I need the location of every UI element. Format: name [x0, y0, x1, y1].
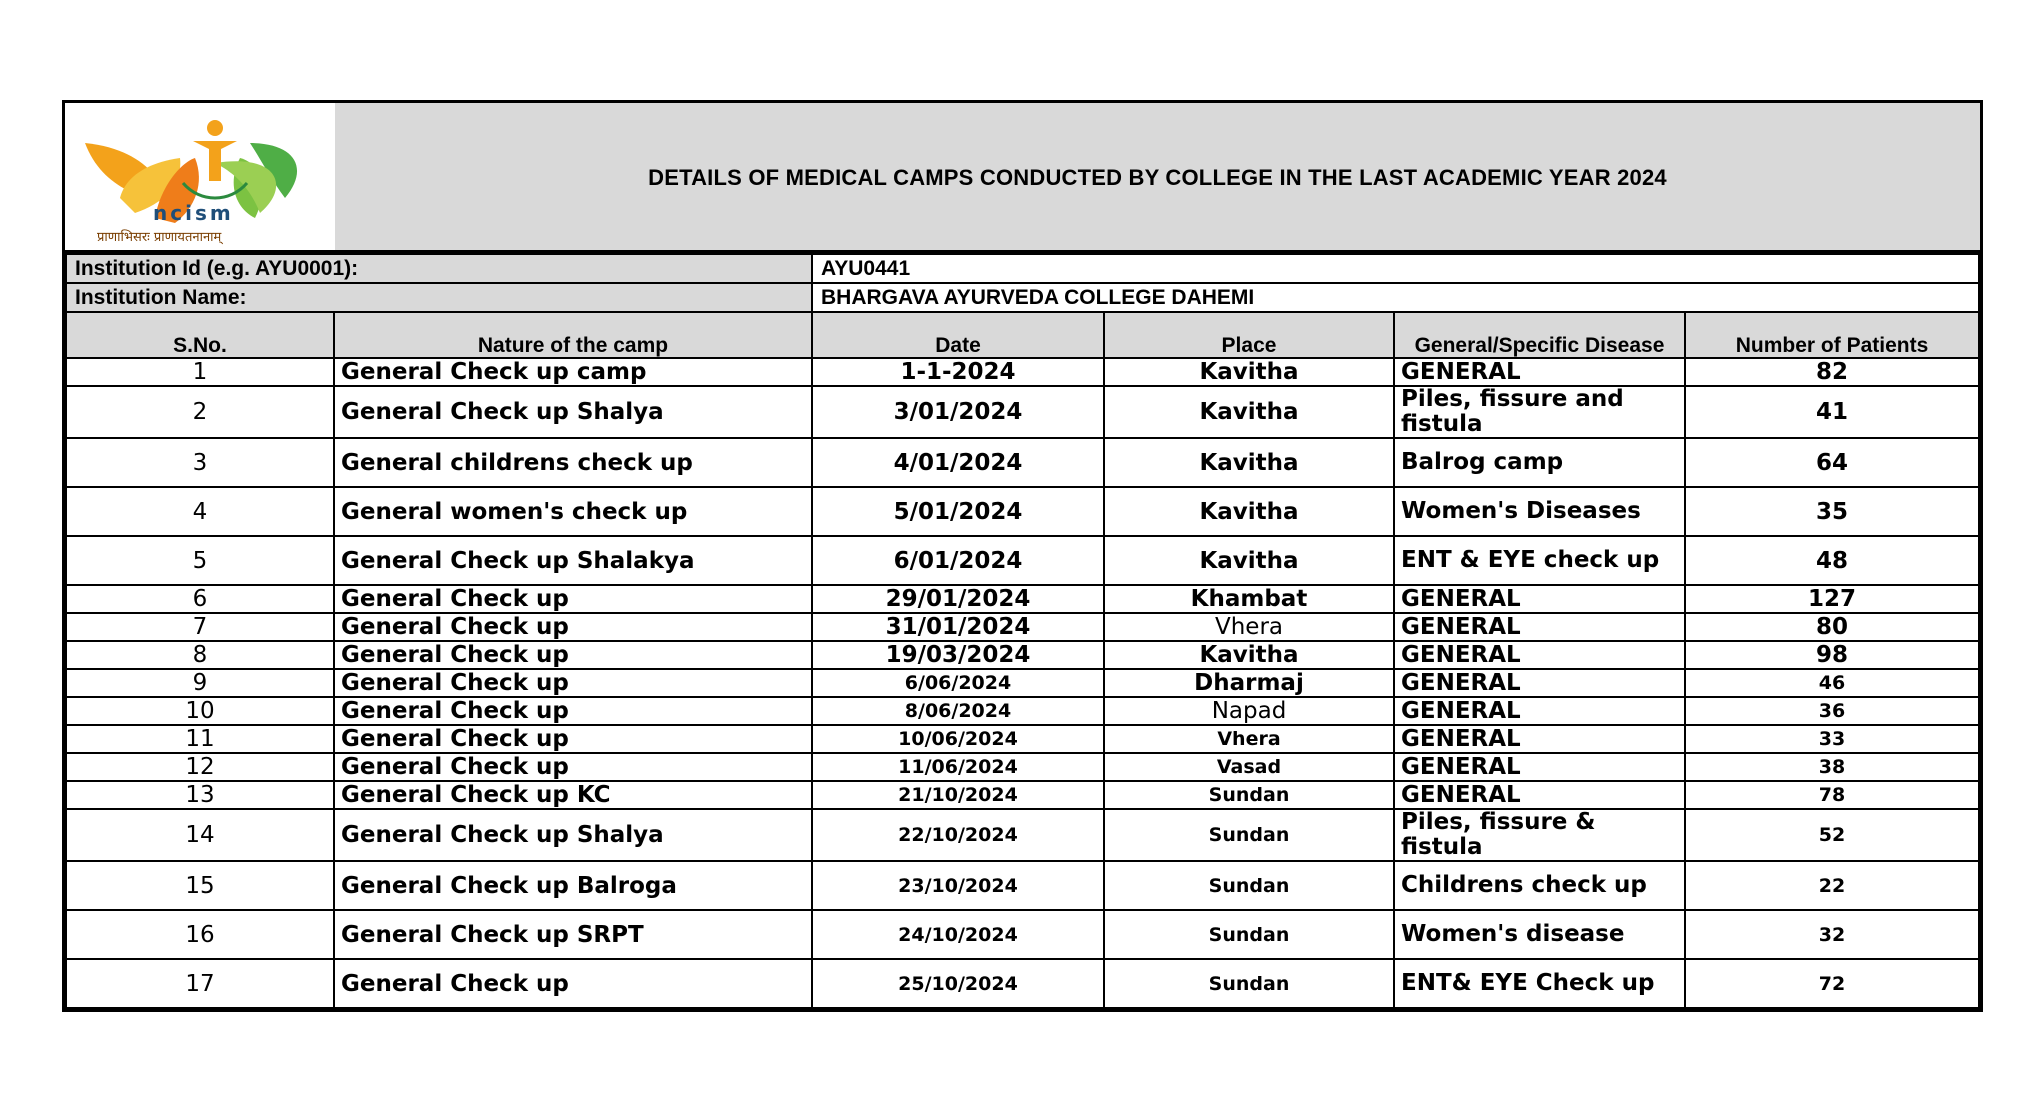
column-header-date: Date — [812, 312, 1104, 358]
cell-sno: 11 — [66, 725, 334, 753]
cell-date: 19/03/2024 — [812, 641, 1104, 669]
cell-date: 8/06/2024 — [812, 697, 1104, 725]
cell-date: 11/06/2024 — [812, 753, 1104, 781]
cell-patients: 35 — [1685, 487, 1979, 536]
cell-disease: GENERAL — [1394, 585, 1685, 613]
table-row — [66, 781, 1979, 809]
column-header-nature: Nature of the camp — [334, 312, 812, 358]
cell-patients: 80 — [1685, 613, 1979, 641]
cell-disease: Childrens check up — [1394, 861, 1685, 910]
cell-date: 25/10/2024 — [812, 959, 1104, 1008]
cell-place: Kavitha — [1104, 358, 1394, 386]
cell-disease: Piles, fissure & fistula — [1394, 809, 1685, 861]
cell-disease: GENERAL — [1394, 697, 1685, 725]
cell-date: 10/06/2024 — [812, 725, 1104, 753]
table-row — [66, 809, 1979, 861]
cell-place: Vasad — [1104, 753, 1394, 781]
cell-disease: GENERAL — [1394, 641, 1685, 669]
cell-patients: 72 — [1685, 959, 1979, 1008]
cell-place: Kavitha — [1104, 386, 1394, 438]
cell-place: Sundan — [1104, 781, 1394, 809]
sheet-header — [65, 103, 1980, 253]
cell-nature: General Check up — [334, 585, 812, 613]
cell-date: 23/10/2024 — [812, 861, 1104, 910]
table-row — [66, 861, 1979, 910]
column-header-sno: S.No. — [66, 312, 334, 358]
cell-nature: General Check up Shalya — [334, 809, 812, 861]
ncism-logo — [65, 103, 335, 250]
cell-disease: ENT & EYE check up — [1394, 536, 1685, 585]
cell-date: 6/01/2024 — [812, 536, 1104, 585]
cell-patients: 52 — [1685, 809, 1979, 861]
cell-place: Sundan — [1104, 809, 1394, 861]
cell-patients: 38 — [1685, 753, 1979, 781]
table-row — [66, 753, 1979, 781]
logo-tagline-text: प्राणाभिसरः प्राणायतनानाम् — [97, 230, 222, 245]
institution-id-row — [66, 254, 1979, 283]
page-title: DETAILS OF MEDICAL CAMPS CONDUCTED BY COLLEGE IN THE LAST ACADEMIC YEAR 2024 — [648, 165, 1667, 190]
cell-sno: 14 — [66, 809, 334, 861]
column-header-place: Place — [1104, 312, 1394, 358]
cell-patients: 33 — [1685, 725, 1979, 753]
cell-sno: 8 — [66, 641, 334, 669]
table-row — [66, 697, 1979, 725]
cell-sno: 16 — [66, 910, 334, 959]
cell-place: Vhera — [1104, 613, 1394, 641]
cell-date: 1-1-2024 — [812, 358, 1104, 386]
table-row — [66, 725, 1979, 753]
cell-disease: Balrog camp — [1394, 438, 1685, 487]
cell-date: 6/06/2024 — [812, 669, 1104, 697]
cell-sno: 17 — [66, 959, 334, 1008]
table-row — [66, 669, 1979, 697]
cell-patients: 48 — [1685, 536, 1979, 585]
cell-place: Vhera — [1104, 725, 1394, 753]
institution-name-label: Institution Name: — [66, 283, 812, 312]
cell-nature: General Check up — [334, 697, 812, 725]
cell-nature: General Check up — [334, 959, 812, 1008]
cell-sno: 5 — [66, 536, 334, 585]
cell-nature: General women's check up — [334, 487, 812, 536]
cell-nature: General Check up KC — [334, 781, 812, 809]
cell-patients: 46 — [1685, 669, 1979, 697]
cell-nature: General Check up — [334, 725, 812, 753]
cell-nature: General Check up Balroga — [334, 861, 812, 910]
column-header-patients: Number of Patients — [1685, 312, 1979, 358]
cell-patients: 78 — [1685, 781, 1979, 809]
institution-name-value: BHARGAVA AYURVEDA COLLEGE DAHEMI — [812, 283, 1979, 312]
cell-sno: 2 — [66, 386, 334, 438]
cell-disease: Piles, fissure and fistula — [1394, 386, 1685, 438]
table-row — [66, 358, 1979, 386]
table-row — [66, 438, 1979, 487]
cell-disease: GENERAL — [1394, 358, 1685, 386]
logo-brand-text: ncism — [153, 201, 234, 225]
cell-place: Kavitha — [1104, 487, 1394, 536]
cell-disease: ENT& EYE Check up — [1394, 959, 1685, 1008]
table-row — [66, 613, 1979, 641]
cell-disease: GENERAL — [1394, 613, 1685, 641]
cell-nature: General Check up SRPT — [334, 910, 812, 959]
cell-date: 31/01/2024 — [812, 613, 1104, 641]
cell-date: 24/10/2024 — [812, 910, 1104, 959]
cell-patients: 64 — [1685, 438, 1979, 487]
cell-date: 5/01/2024 — [812, 487, 1104, 536]
cell-place: Kavitha — [1104, 641, 1394, 669]
cell-patients: 36 — [1685, 697, 1979, 725]
cell-patients: 127 — [1685, 585, 1979, 613]
cell-place: Kavitha — [1104, 536, 1394, 585]
cell-nature: General Check up — [334, 641, 812, 669]
cell-sno: 13 — [66, 781, 334, 809]
column-header-row — [66, 312, 1979, 358]
cell-nature: General Check up Shalya — [334, 386, 812, 438]
camps-table — [65, 253, 1980, 1009]
cell-sno: 4 — [66, 487, 334, 536]
cell-date: 22/10/2024 — [812, 809, 1104, 861]
cell-place: Sundan — [1104, 959, 1394, 1008]
cell-sno: 10 — [66, 697, 334, 725]
cell-disease: GENERAL — [1394, 781, 1685, 809]
institution-id-value: AYU0441 — [812, 254, 1979, 283]
institution-name-row — [66, 283, 1979, 312]
cell-disease: Women's Diseases — [1394, 487, 1685, 536]
cell-place: Kavitha — [1104, 438, 1394, 487]
institution-id-label: Institution Id (e.g. AYU0001): — [66, 254, 812, 283]
cell-date: 4/01/2024 — [812, 438, 1104, 487]
table-row — [66, 487, 1979, 536]
cell-disease: GENERAL — [1394, 725, 1685, 753]
cell-sno: 15 — [66, 861, 334, 910]
cell-nature: General Check up Shalakya — [334, 536, 812, 585]
cell-date: 29/01/2024 — [812, 585, 1104, 613]
cell-patients: 22 — [1685, 861, 1979, 910]
cell-disease: GENERAL — [1394, 753, 1685, 781]
cell-disease: GENERAL — [1394, 669, 1685, 697]
cell-patients: 32 — [1685, 910, 1979, 959]
table-row — [66, 386, 1979, 438]
table-row — [66, 910, 1979, 959]
cell-disease: Women's disease — [1394, 910, 1685, 959]
table-row — [66, 959, 1979, 1008]
cell-place: Sundan — [1104, 910, 1394, 959]
cell-nature: General Check up — [334, 753, 812, 781]
cell-nature: General Check up — [334, 613, 812, 641]
cell-nature: General Check up — [334, 669, 812, 697]
cell-sno: 1 — [66, 358, 334, 386]
column-header-disease: General/Specific Disease — [1394, 312, 1685, 358]
cell-date: 21/10/2024 — [812, 781, 1104, 809]
cell-nature: General childrens check up — [334, 438, 812, 487]
cell-sno: 12 — [66, 753, 334, 781]
cell-sno: 3 — [66, 438, 334, 487]
table-row — [66, 585, 1979, 613]
cell-sno: 6 — [66, 585, 334, 613]
cell-place: Khambat — [1104, 585, 1394, 613]
cell-place: Dharmaj — [1104, 669, 1394, 697]
cell-patients: 41 — [1685, 386, 1979, 438]
table-row — [66, 641, 1979, 669]
cell-sno: 7 — [66, 613, 334, 641]
cell-patients: 98 — [1685, 641, 1979, 669]
camps-sheet — [62, 100, 1983, 1012]
cell-date: 3/01/2024 — [812, 386, 1104, 438]
table-row — [66, 536, 1979, 585]
cell-patients: 82 — [1685, 358, 1979, 386]
cell-place: Sundan — [1104, 861, 1394, 910]
cell-nature: General Check up camp — [334, 358, 812, 386]
cell-place: Napad — [1104, 697, 1394, 725]
cell-sno: 9 — [66, 669, 334, 697]
